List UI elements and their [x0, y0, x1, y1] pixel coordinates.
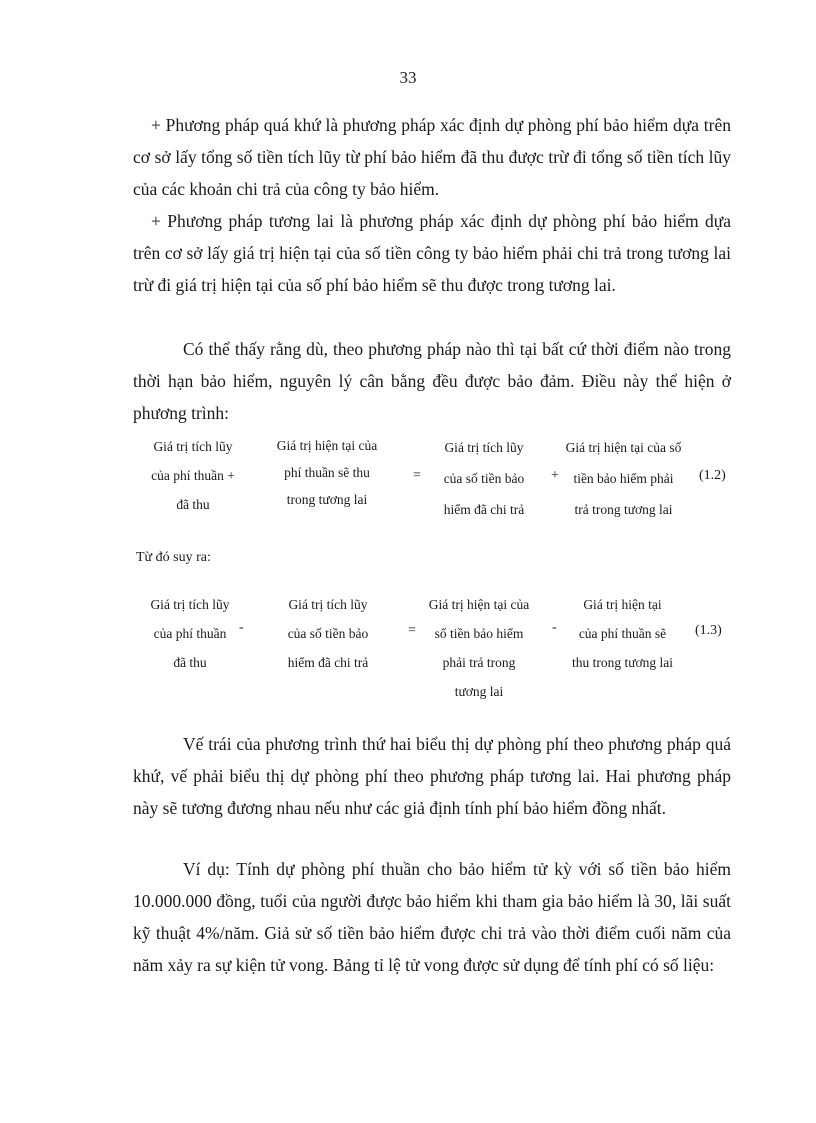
- eq1-term-present-future-benefit: Giá trị hiện tại của số tiền bảo hiểm phải trả trong tương lai: [565, 440, 682, 517]
- page-number: 33: [399, 68, 417, 87]
- eq1-equals-sign: =: [413, 468, 421, 483]
- paragraph-equation-explanation: Vế trái của phương trình thứ hai biểu thị dự phòng phí theo phương pháp quá khứ, vế phải biểu thị dự phòng phí theo phương pháp tương lai. Hai phương pháp này sẽ tương đương nhau nếu như các giả định tính phí bảo hiểm đồng nhất.: [133, 734, 731, 818]
- eq2-minus-sign-1: -: [239, 620, 244, 635]
- eq2-number: (1.3): [695, 623, 722, 638]
- eq1-term-present-future-premium: Giá trị hiện tại của phí thuần sẽ thu trong tương lai: [276, 438, 378, 507]
- eq2-term-accumulated-benefit: Giá trị tích lũy của số tiền bảo hiểm đã chi trả: [287, 597, 369, 670]
- eq2-equals-sign: =: [408, 623, 416, 638]
- paragraph-future-method: + Phương pháp tương lai là phương pháp xác định dự phòng phí bảo hiểm dựa trên cơ sở lấy giá trị hiện tại của số tiền công ty bảo hiểm phải chi trả trong tương lai trừ đi giá trị hiện tại của số phí bảo hiểm sẽ thu được trong tương lai.: [133, 211, 731, 295]
- eq1-number: (1.2): [699, 468, 726, 483]
- eq1-term-accumulated-benefit: Giá trị tích lũy của số tiền bảo hiểm đã chi trả: [443, 440, 525, 517]
- eq2-term-accumulated-premium: Giá trị tích lũy của phí thuần đã thu: [150, 597, 230, 670]
- eq1-plus-sign: +: [551, 468, 559, 483]
- paragraph-balance-principle: Có thể thấy rằng dù, theo phương pháp nào thì tại bất cứ thời điểm nào trong thời hạn bảo hiểm, nguyên lý cân bằng đều được bảo đảm. Điều này thể hiện ở phương trình:: [133, 339, 731, 423]
- eq1-term-accumulated-premium: Giá trị tích lũy của phí thuần + đã thu: [151, 439, 235, 512]
- eq2-minus-sign-2: -: [552, 620, 557, 635]
- derive-label: Từ đó suy ra:: [136, 550, 211, 565]
- paragraph-example: Ví dụ: Tính dự phòng phí thuần cho bảo hiểm tử kỳ với số tiền bảo hiểm 10.000.000 đồng, tuổi của người được bảo hiểm khi tham gia bảo hiểm là 30, lãi suất kỹ thuật 4%/năm. Giả sử số tiền bảo hiểm được chi trả vào thời điểm cuối năm của năm xảy ra sự kiện tử vong. Bảng tỉ lệ tử vong được sử dụng để tính phí có số liệu:: [133, 859, 731, 975]
- eq2-term-present-future-premium: Giá trị hiện tại của phí thuần sẽ thu trong tương lai: [571, 597, 674, 670]
- paragraph-past-method: + Phương pháp quá khứ là phương pháp xác định dự phòng phí bảo hiểm dựa trên cơ sở lấy tổng số tiền tích lũy từ phí bảo hiểm đã thu được trừ đi tổng số tiền tích lũy của các khoản chi trả của công ty bảo hiểm.: [133, 115, 731, 199]
- eq2-term-present-future-benefit: Giá trị hiện tại của số tiền bảo hiểm phải trả trong tương lai: [428, 597, 530, 699]
